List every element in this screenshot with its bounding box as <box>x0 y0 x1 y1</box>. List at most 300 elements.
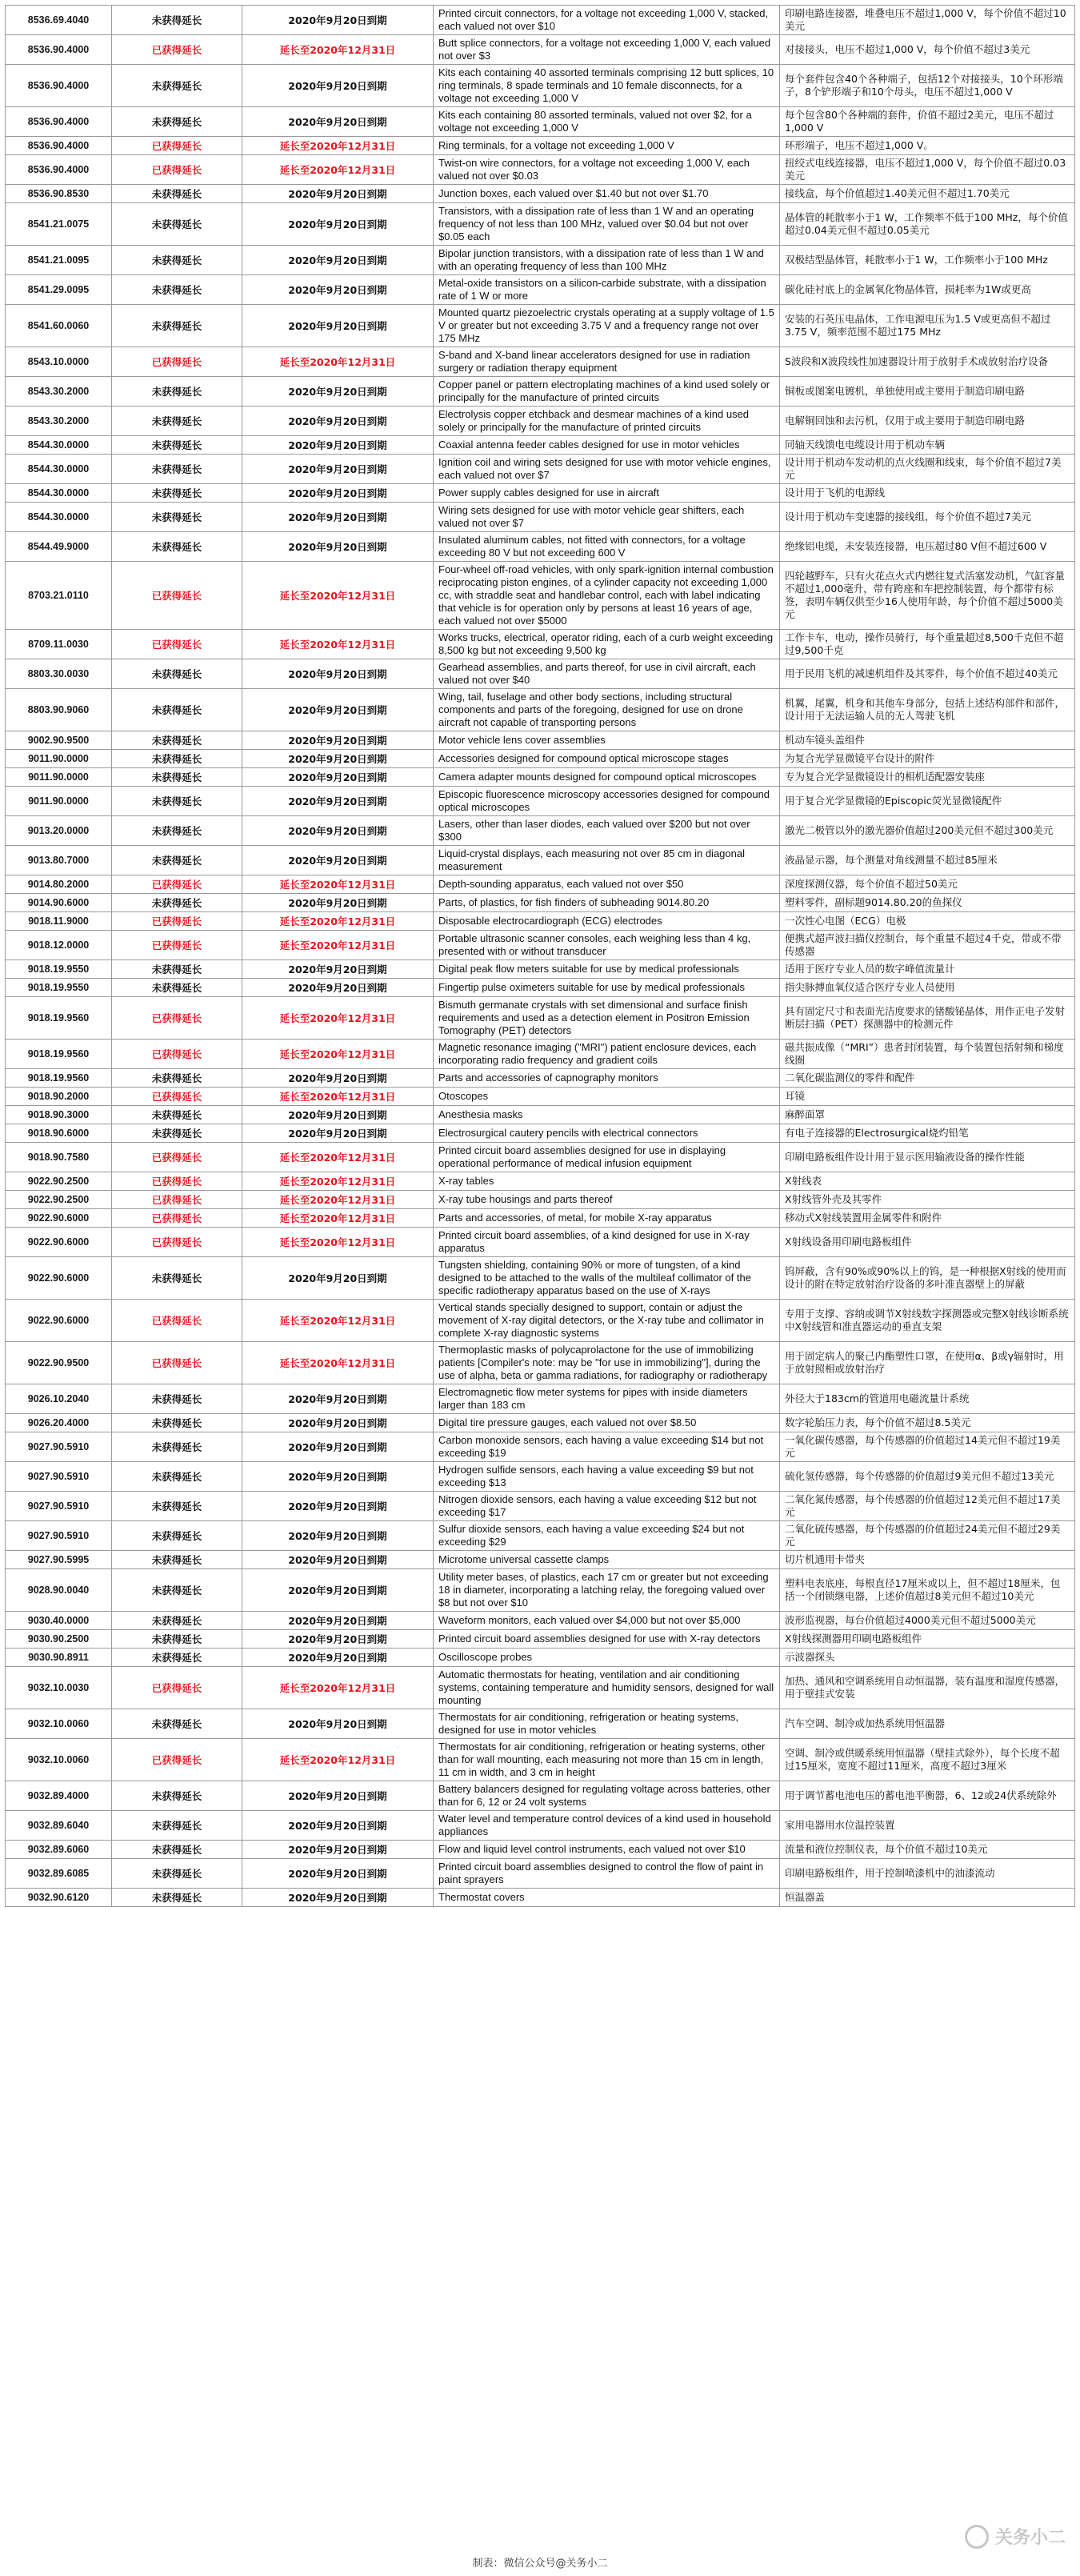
hts-code-cell: 9013.20.0000 <box>6 816 112 846</box>
english-description-cell: Hydrogen sulfide sensors, each having a value exceeding $9 but not exceeding $13 <box>434 1462 780 1492</box>
hts-code-cell: 9022.90.6000 <box>6 1228 112 1257</box>
expiry-date-cell: 2020年9月20日到期 <box>242 846 434 875</box>
extension-status-cell: 已获得延长 <box>112 347 242 377</box>
hts-code-cell: 9022.90.2500 <box>6 1191 112 1209</box>
extension-status-cell: 未获得延长 <box>112 484 242 503</box>
extension-status-cell: 未获得延长 <box>112 659 242 689</box>
table-row <box>6 484 1075 503</box>
english-description-cell: Water level and temperature control devices of a kind used in household appliances <box>434 1811 780 1841</box>
english-description-cell: Digital peak flow meters suitable for use by medical professionals <box>434 960 780 979</box>
chinese-description-cell: 每个包含80个各种端的套件，价值不超过2美元，电压不超过1,000 V <box>780 107 1075 137</box>
expiry-date-cell: 延长至2020年12月31日 <box>242 562 434 630</box>
expiry-date-cell: 2020年9月20日到期 <box>242 816 434 846</box>
english-description-cell: Bipolar junction transistors, with a dissipation rate of less than 1 W and with an operating frequency of less than 100 MHz <box>434 246 780 275</box>
chinese-description-cell: 用于复合光学显微镜的Episcopic荧光显微镜配件 <box>780 787 1075 816</box>
extension-status-cell: 未获得延长 <box>112 960 242 979</box>
english-description-cell: Motor vehicle lens cover assemblies <box>434 731 780 750</box>
extension-status-cell: 未获得延长 <box>112 305 242 347</box>
extension-status-cell: 未获得延长 <box>112 689 242 731</box>
english-description-cell: Carbon monoxide sensors, each having a value exceeding $14 but not exceeding $19 <box>434 1432 780 1462</box>
expiry-date-cell: 2020年9月20日到期 <box>242 436 434 455</box>
table-row <box>6 185 1075 203</box>
chinese-description-cell: 二氧化碳监测仪的零件和配件 <box>780 1069 1075 1088</box>
table-row <box>6 1124 1075 1143</box>
expiry-date-cell: 2020年9月20日到期 <box>242 1859 434 1889</box>
extension-status-cell: 未获得延长 <box>112 846 242 875</box>
extension-status-cell: 未获得延长 <box>112 1889 242 1907</box>
table-row <box>6 1551 1075 1569</box>
chinese-description-cell: X射线设备用印刷电路板组件 <box>780 1228 1075 1257</box>
chinese-description-cell: 铜板或图案电镀机，单独使用或主要用于制造印刷电路 <box>780 377 1075 407</box>
table-row <box>6 875 1075 894</box>
extension-status-cell: 已获得延长 <box>112 1739 242 1781</box>
chinese-description-cell: 电解铜回蚀和去污机，仅用于或主要用于制造印刷电路 <box>780 407 1075 436</box>
english-description-cell: Printed circuit board assemblies designed for use with X-ray detectors <box>434 1630 780 1649</box>
extension-status-cell: 已获得延长 <box>112 997 242 1040</box>
chinese-description-cell: 设计用于机动车变速器的接线组，每个价值不超过7美元 <box>780 503 1075 532</box>
chinese-description-cell: 用于调节蓄电池电压的蓄电池平衡器，6、12或24伏系统除外 <box>780 1781 1075 1811</box>
english-description-cell: Thermostats for air conditioning, refrigeration or heating systems, designed for use in motor vehicles <box>434 1709 780 1739</box>
table-row <box>6 275 1075 305</box>
extension-status-cell: 未获得延长 <box>112 275 242 305</box>
extension-status-cell: 已获得延长 <box>112 1342 242 1384</box>
english-description-cell: Printed circuit board assemblies, of a kind designed for use in X-ray apparatus <box>434 1228 780 1257</box>
table-row <box>6 1414 1075 1432</box>
table-row <box>6 203 1075 246</box>
table-row <box>6 1143 1075 1172</box>
hts-code-cell: 9013.80.7000 <box>6 846 112 875</box>
chinese-description-cell: 流量和液位控制仪表，每个价值不超过10美元 <box>780 1841 1075 1859</box>
extension-status-cell: 已获得延长 <box>112 1228 242 1257</box>
expiry-date-cell: 2020年9月20日到期 <box>242 1257 434 1300</box>
extension-status-cell: 未获得延长 <box>112 65 242 107</box>
table-row <box>6 532 1075 562</box>
extension-status-cell: 未获得延长 <box>112 1521 242 1551</box>
expiry-date-cell: 延长至2020年12月31日 <box>242 997 434 1040</box>
hts-code-cell: 9018.11.9000 <box>6 912 112 931</box>
english-description-cell: Thermostats for air conditioning, refrigeration or heating systems, other than for wall mounting, each measuring not more than 15 cm in length, 11 cm in width, and 3 cm in height <box>434 1739 780 1781</box>
chinese-description-cell: 深度探测仪器，每个价值不超过50美元 <box>780 875 1075 894</box>
chinese-description-cell: 用于固定病人的聚己内酯塑性口罩，在使用α、β或γ辐射时，用于放射照相或放射治疗 <box>780 1342 1075 1384</box>
expiry-date-cell: 延长至2020年12月31日 <box>242 35 434 65</box>
table-row <box>6 1739 1075 1781</box>
chinese-description-cell: 耳镜 <box>780 1088 1075 1106</box>
english-description-cell: Microtome universal cassette clamps <box>434 1551 780 1569</box>
extension-status-cell: 未获得延长 <box>112 894 242 912</box>
table-row <box>6 1257 1075 1300</box>
table-row <box>6 1889 1075 1907</box>
hts-code-cell: 9028.90.0040 <box>6 1569 112 1612</box>
extension-status-cell: 未获得延长 <box>112 1709 242 1739</box>
extension-status-cell: 未获得延长 <box>112 979 242 997</box>
extension-status-cell: 已获得延长 <box>112 630 242 659</box>
english-description-cell: Insulated aluminum cables, not fitted with connectors, for a voltage exceeding 80 V but not exceeding 600 V <box>434 532 780 562</box>
hts-code-cell: 9030.90.8911 <box>6 1649 112 1667</box>
hts-code-cell: 9027.90.5910 <box>6 1462 112 1492</box>
chinese-description-cell: 设计用于飞机的电源线 <box>780 484 1075 503</box>
hts-code-cell: 8541.29.0095 <box>6 275 112 305</box>
table-row <box>6 750 1075 768</box>
expiry-date-cell: 2020年9月20日到期 <box>242 689 434 731</box>
english-description-cell: Otoscopes <box>434 1088 780 1106</box>
chinese-description-cell: 塑料零件，副标题9014.80.20的鱼探仪 <box>780 894 1075 912</box>
chinese-description-cell: 二氧化硫传感器，每个传感器的价值超过24美元但不超过29美元 <box>780 1521 1075 1551</box>
hts-code-cell: 8541.21.0095 <box>6 246 112 275</box>
extension-status-cell: 未获得延长 <box>112 1612 242 1630</box>
extension-status-cell: 未获得延长 <box>112 1414 242 1432</box>
extension-status-cell: 已获得延长 <box>112 875 242 894</box>
english-description-cell: Depth-sounding apparatus, each valued not over $50 <box>434 875 780 894</box>
extension-status-cell: 已获得延长 <box>112 35 242 65</box>
table-row <box>6 1841 1075 1859</box>
expiry-date-cell: 2020年9月20日到期 <box>242 960 434 979</box>
extension-status-cell: 未获得延长 <box>112 1257 242 1300</box>
english-description-cell: Vertical stands specially designed to support, contain or adjust the movement of X-ray digital detectors, or the X-ray tube and collimator in complete X-ray diagnostic systems <box>434 1300 780 1342</box>
table-row <box>6 1300 1075 1342</box>
chinese-description-cell: 示波器探头 <box>780 1649 1075 1667</box>
expiry-date-cell: 2020年9月20日到期 <box>242 503 434 532</box>
extension-status-cell: 未获得延长 <box>112 1384 242 1414</box>
watermark <box>965 2524 1066 2549</box>
expiry-date-cell: 2020年9月20日到期 <box>242 185 434 203</box>
hts-code-cell: 9027.90.5910 <box>6 1521 112 1551</box>
expiry-date-cell: 2020年9月20日到期 <box>242 1521 434 1551</box>
hts-code-cell: 9032.90.6120 <box>6 1889 112 1907</box>
extension-status-cell: 已获得延长 <box>112 912 242 931</box>
expiry-date-cell: 延长至2020年12月31日 <box>242 347 434 377</box>
hts-code-cell: 9022.90.9500 <box>6 1342 112 1384</box>
table-body <box>6 6 1075 1907</box>
extension-status-cell: 未获得延长 <box>112 532 242 562</box>
chinese-description-cell: 有电子连接器的Electrosurgical烧灼铅笔 <box>780 1124 1075 1143</box>
expiry-date-cell: 2020年9月20日到期 <box>242 1841 434 1859</box>
extension-status-cell: 已获得延长 <box>112 155 242 185</box>
english-description-cell: Printed circuit board assemblies designed to control the flow of paint in paint sprayers <box>434 1859 780 1889</box>
expiry-date-cell: 延长至2020年12月31日 <box>242 1191 434 1209</box>
hts-code-cell: 8544.30.0000 <box>6 503 112 532</box>
expiry-date-cell: 延长至2020年12月31日 <box>242 1143 434 1172</box>
expiry-date-cell: 延长至2020年12月31日 <box>242 137 434 155</box>
chinese-description-cell: 双极结型晶体管，耗散率小于1 W，工作频率小于100 MHz <box>780 246 1075 275</box>
hts-code-cell: 9018.90.6000 <box>6 1124 112 1143</box>
table-row <box>6 731 1075 750</box>
table-row <box>6 35 1075 65</box>
expiry-date-cell: 2020年9月20日到期 <box>242 65 434 107</box>
chinese-description-cell: 液晶显示器，每个测量对角线测量不超过85厘米 <box>780 846 1075 875</box>
expiry-date-cell: 2020年9月20日到期 <box>242 1569 434 1612</box>
english-description-cell: X-ray tube housings and parts thereof <box>434 1191 780 1209</box>
chinese-description-cell: 硫化氢传感器，每个传感器的价值超过9美元但不超过13美元 <box>780 1462 1075 1492</box>
hts-code-cell: 8536.90.4000 <box>6 107 112 137</box>
table-row <box>6 912 1075 931</box>
extension-status-cell: 已获得延长 <box>112 1209 242 1228</box>
chinese-description-cell: 家用电器用水位温控装置 <box>780 1811 1075 1841</box>
hts-code-cell: 9014.80.2000 <box>6 875 112 894</box>
expiry-date-cell: 2020年9月20日到期 <box>242 731 434 750</box>
expiry-date-cell: 2020年9月20日到期 <box>242 1414 434 1432</box>
chinese-description-cell: 具有固定尺寸和表面光洁度要求的锗酸铋晶体，用作正电子发射断层扫描（PET）探测器中的检测元件 <box>780 997 1075 1040</box>
table-row <box>6 1384 1075 1414</box>
chinese-description-cell: 印刷电路板组件设计用于显示医用输液设备的操作性能 <box>780 1143 1075 1172</box>
table-row <box>6 997 1075 1040</box>
chinese-description-cell: 切片机通用卡带夹 <box>780 1551 1075 1569</box>
hts-code-cell: 9032.89.6040 <box>6 1811 112 1841</box>
table-row <box>6 931 1075 960</box>
extension-status-cell: 已获得延长 <box>112 562 242 630</box>
hts-code-cell: 8536.90.4000 <box>6 137 112 155</box>
expiry-date-cell: 2020年9月20日到期 <box>242 455 434 484</box>
hts-code-cell: 8544.30.0000 <box>6 436 112 455</box>
extension-status-cell: 已获得延长 <box>112 931 242 960</box>
table-row <box>6 689 1075 731</box>
chinese-description-cell: 数字轮胎压力表，每个价值不超过8.5美元 <box>780 1414 1075 1432</box>
english-description-cell: Waveform monitors, each valued over $4,000 but not over $5,000 <box>434 1612 780 1630</box>
table-row <box>6 979 1075 997</box>
table-row <box>6 436 1075 455</box>
chinese-description-cell: 适用于医疗专业人员的数字峰值流量计 <box>780 960 1075 979</box>
chinese-description-cell: S波段和X波段线性加速器设计用于放射手术或放射治疗设备 <box>780 347 1075 377</box>
table-row <box>6 630 1075 659</box>
hts-code-cell: 9026.20.4000 <box>6 1414 112 1432</box>
extension-status-cell: 未获得延长 <box>112 503 242 532</box>
chinese-description-cell: 扭绞式电线连接器，电压不超过1,000 V，每个价值不超过0.03美元 <box>780 155 1075 185</box>
expiry-date-cell: 2020年9月20日到期 <box>242 1462 434 1492</box>
extension-status-cell: 未获得延长 <box>112 1811 242 1841</box>
english-description-cell: Printed circuit connectors, for a voltage not exceeding 1,000 V, stacked, each valued not over $10 <box>434 6 780 35</box>
chinese-description-cell: 恒温器盖 <box>780 1889 1075 1907</box>
table-row <box>6 155 1075 185</box>
chinese-description-cell: 二氧化氮传感器，每个传感器的价值超过12美元但不超过17美元 <box>780 1492 1075 1521</box>
chinese-description-cell: 对接接头，电压不超过1,000 V，每个价值不超过3美元 <box>780 35 1075 65</box>
english-description-cell: Coaxial antenna feeder cables designed for use in motor vehicles <box>434 436 780 455</box>
expiry-date-cell: 延长至2020年12月31日 <box>242 1300 434 1342</box>
watermark-text: 关务小二 <box>994 2528 1066 2548</box>
expiry-date-cell: 2020年9月20日到期 <box>242 407 434 436</box>
english-description-cell: Wiring sets designed for use with motor vehicle gear shifters, each valued not over $7 <box>434 503 780 532</box>
extension-status-cell: 未获得延长 <box>112 1569 242 1612</box>
extension-status-cell: 未获得延长 <box>112 816 242 846</box>
chinese-description-cell: 钨屏蔽，含有90%或90%以上的钨，是一种根据X射线的使用而设计的附在特定放射治疗设备的多叶准直器壁上的屏蔽 <box>780 1257 1075 1300</box>
table-row <box>6 1492 1075 1521</box>
chinese-description-cell: 设计用于机动车发动机的点火线圈和线束，每个价值不超过7美元 <box>780 455 1075 484</box>
extension-status-cell: 未获得延长 <box>112 455 242 484</box>
extension-status-cell: 未获得延长 <box>112 1841 242 1859</box>
expiry-date-cell: 延长至2020年12月31日 <box>242 931 434 960</box>
extension-status-cell: 未获得延长 <box>112 1859 242 1889</box>
expiry-date-cell: 2020年9月20日到期 <box>242 1551 434 1569</box>
chinese-description-cell: X射线表 <box>780 1172 1075 1191</box>
expiry-date-cell: 延长至2020年12月31日 <box>242 630 434 659</box>
extension-status-cell: 未获得延长 <box>112 1106 242 1124</box>
table-row <box>6 407 1075 436</box>
english-description-cell: Kits each containing 80 assorted terminals, valued not over $2, for a voltage not exceeding 1,000 V <box>434 107 780 137</box>
table-row <box>6 1106 1075 1124</box>
chinese-description-cell: 波形监视器，每台价值超过4000美元但不超过5000美元 <box>780 1612 1075 1630</box>
table-row <box>6 65 1075 107</box>
chinese-description-cell: X射线管外壳及其零件 <box>780 1191 1075 1209</box>
expiry-date-cell: 2020年9月20日到期 <box>242 1630 434 1649</box>
extension-status-cell: 已获得延长 <box>112 1667 242 1709</box>
english-description-cell: Parts, of plastics, for fish finders of subheading 9014.80.20 <box>434 894 780 912</box>
chinese-description-cell: 汽车空调、制冷或加热系统用恒温器 <box>780 1709 1075 1739</box>
chinese-description-cell: 印刷电路板组件，用于控制喷漆机中的油漆流动 <box>780 1859 1075 1889</box>
expiry-date-cell: 2020年9月20日到期 <box>242 484 434 503</box>
hts-code-cell: 8803.30.0030 <box>6 659 112 689</box>
hts-code-cell: 8536.90.4000 <box>6 65 112 107</box>
chinese-description-cell: 空调、制冷或供暖系统用恒温器（壁挂式除外），每个长度不超过15厘米，宽度不超过11厘米，高度不超过3厘米 <box>780 1739 1075 1781</box>
table-row <box>6 960 1075 979</box>
table-row <box>6 1781 1075 1811</box>
hts-code-cell: 9027.90.5995 <box>6 1551 112 1569</box>
expiry-date-cell: 2020年9月20日到期 <box>242 787 434 816</box>
extension-status-cell: 未获得延长 <box>112 107 242 137</box>
table-row <box>6 1612 1075 1630</box>
extension-status-cell: 未获得延长 <box>112 1630 242 1649</box>
extension-status-cell: 未获得延长 <box>112 1551 242 1569</box>
chinese-description-cell: 麻醉面罩 <box>780 1106 1075 1124</box>
english-description-cell: Kits each containing 40 assorted terminals comprising 12 butt splices, 10 ring terminals, 8 spade terminals and 10 female disconnects, for a voltage not exceeding 1,000 V <box>434 65 780 107</box>
english-description-cell: Portable ultrasonic scanner consoles, each weighing less than 4 kg, presented with or without transducer <box>434 931 780 960</box>
table-row <box>6 562 1075 630</box>
hts-code-cell: 9032.10.0030 <box>6 1667 112 1709</box>
extension-status-cell: 未获得延长 <box>112 185 242 203</box>
table-row <box>6 1069 1075 1088</box>
table-row <box>6 137 1075 155</box>
extension-status-cell: 已获得延长 <box>112 1088 242 1106</box>
expiry-date-cell: 2020年9月20日到期 <box>242 246 434 275</box>
table-row <box>6 1088 1075 1106</box>
hts-code-cell: 9018.19.9560 <box>6 1069 112 1088</box>
expiry-date-cell: 2020年9月20日到期 <box>242 1649 434 1667</box>
hts-code-cell: 9032.10.0060 <box>6 1709 112 1739</box>
expiry-date-cell: 2020年9月20日到期 <box>242 1106 434 1124</box>
expiry-date-cell: 2020年9月20日到期 <box>242 1124 434 1143</box>
expiry-date-cell: 2020年9月20日到期 <box>242 979 434 997</box>
expiry-date-cell: 2020年9月20日到期 <box>242 532 434 562</box>
english-description-cell: S-band and X-band linear accelerators designed for use in radiation surgery or radiation therapy equipment <box>434 347 780 377</box>
extension-status-cell: 未获得延长 <box>112 1781 242 1811</box>
chinese-description-cell: 绝缘铝电缆，未安装连接器，电压超过80 V但不超过600 V <box>780 532 1075 562</box>
english-description-cell: Utility meter bases, of plastics, each 17 cm or greater but not exceeding 18 in diameter, incorporating a latching relay, the foregoing valued over $8 but not over $10 <box>434 1569 780 1612</box>
hts-code-cell: 9018.19.9550 <box>6 979 112 997</box>
english-description-cell: Electromagnetic flow meter systems for pipes with inside diameters larger than 183 cm <box>434 1384 780 1414</box>
hts-code-cell: 8536.69.4040 <box>6 6 112 35</box>
hts-code-cell: 8709.11.0030 <box>6 630 112 659</box>
english-description-cell: Four-wheel off-road vehicles, with only spark-ignition internal combustion reciprocating piston engines, of a cylinder capacity not exceeding 1,000 cc, with straddle seat and handlebar control, each with label indicating that vehicle is for operation only by persons at least 16 years of age, each valued not over $5000 <box>434 562 780 630</box>
hts-code-cell: 9002.90.9500 <box>6 731 112 750</box>
chinese-description-cell: 塑料电表底座，每根直径17厘米或以上，但不超过18厘米，包括一个闭锁继电器，上述价值超过8美元但不超过10美元 <box>780 1569 1075 1612</box>
table-row <box>6 1569 1075 1612</box>
hts-code-cell: 9027.90.5910 <box>6 1492 112 1521</box>
extension-status-cell: 未获得延长 <box>112 407 242 436</box>
table-row <box>6 246 1075 275</box>
english-description-cell: Ring terminals, for a voltage not exceeding 1,000 V <box>434 137 780 155</box>
table-row <box>6 894 1075 912</box>
footer-credit: 制表：微信公众号@关务小二 <box>472 2558 608 2570</box>
expiry-date-cell: 2020年9月20日到期 <box>242 1612 434 1630</box>
hts-code-cell: 8544.30.0000 <box>6 484 112 503</box>
english-description-cell: Episcopic fluorescence microscopy accessories designed for compound optical microscopes <box>434 787 780 816</box>
hts-code-cell: 9022.90.6000 <box>6 1257 112 1300</box>
extension-status-cell: 已获得延长 <box>112 1172 242 1191</box>
expiry-date-cell: 2020年9月20日到期 <box>242 107 434 137</box>
table-row <box>6 1191 1075 1209</box>
extension-status-cell: 未获得延长 <box>112 1124 242 1143</box>
expiry-date-cell: 2020年9月20日到期 <box>242 1781 434 1811</box>
chinese-description-cell: 移动式X射线装置用金属零件和附件 <box>780 1209 1075 1228</box>
english-description-cell: Ignition coil and wiring sets designed for use with motor vehicle engines, each valued not over $7 <box>434 455 780 484</box>
hts-code-cell: 8541.21.0075 <box>6 203 112 246</box>
english-description-cell: Wing, tail, fuselage and other body sections, including structural components and parts of the foregoing, designed for use on drone aircraft not capable of transporting persons <box>434 689 780 731</box>
english-description-cell: X-ray tables <box>434 1172 780 1191</box>
expiry-date-cell: 延长至2020年12月31日 <box>242 1342 434 1384</box>
hts-code-cell: 9032.89.6085 <box>6 1859 112 1889</box>
expiry-date-cell: 2020年9月20日到期 <box>242 768 434 787</box>
table-row <box>6 305 1075 347</box>
chinese-description-cell: 四轮越野车，只有火花点火式内燃往复式活塞发动机，气缸容量不超过1,000毫升，带有跨座和车把控制装置，每个都带有标签，表明车辆仅供至少16人使用年龄，每个价值不超过5000美元 <box>780 562 1075 630</box>
extension-status-cell: 未获得延长 <box>112 377 242 407</box>
table-row <box>6 659 1075 689</box>
chinese-description-cell: 印刷电路连接器，堆叠电压不超过1,000 V，每个价值不超过10美元 <box>780 6 1075 35</box>
extension-status-cell: 已获得延长 <box>112 1040 242 1069</box>
expiry-date-cell: 2020年9月20日到期 <box>242 1384 434 1414</box>
tariff-exclusion-table <box>5 5 1075 1907</box>
table-row <box>6 1228 1075 1257</box>
hts-code-cell: 9018.90.7580 <box>6 1143 112 1172</box>
english-description-cell: Tungsten shielding, containing 90% or more of tungsten, of a kind designed to be attached to the walls of the multileaf collimator of the specific radiotherapy apparatus based on the use of X-rays <box>434 1257 780 1300</box>
extension-status-cell: 已获得延长 <box>112 1191 242 1209</box>
extension-status-cell: 未获得延长 <box>112 1069 242 1088</box>
table-row <box>6 1172 1075 1191</box>
expiry-date-cell: 2020年9月20日到期 <box>242 1709 434 1739</box>
hts-code-cell: 9032.89.4000 <box>6 1781 112 1811</box>
hts-code-cell: 9018.19.9560 <box>6 1040 112 1069</box>
expiry-date-cell: 延长至2020年12月31日 <box>242 1172 434 1191</box>
english-description-cell: Electrosurgical cautery pencils with electrical connectors <box>434 1124 780 1143</box>
expiry-date-cell: 延长至2020年12月31日 <box>242 1739 434 1781</box>
chinese-description-cell: 安装的石英压电晶体，工作电源电压为1.5 V或更高但不超过3.75 V，频率范围不超过175 MHz <box>780 305 1075 347</box>
extension-status-cell: 已获得延长 <box>112 137 242 155</box>
english-description-cell: Nitrogen dioxide sensors, each having a value exceeding $12 but not exceeding $17 <box>434 1492 780 1521</box>
extension-status-cell: 未获得延长 <box>112 203 242 246</box>
hts-code-cell: 8536.90.4000 <box>6 155 112 185</box>
english-description-cell: Works trucks, electrical, operator riding, each of a curb weight exceeding 8,500 kg but not exceeding 9,500 kg <box>434 630 780 659</box>
chinese-description-cell: 用于民用飞机的减速机组件及其零件，每个价值不超过40美元 <box>780 659 1075 689</box>
english-description-cell: Lasers, other than laser diodes, each valued over $200 but not over $300 <box>434 816 780 846</box>
hts-code-cell: 9027.90.5910 <box>6 1432 112 1462</box>
english-description-cell: Parts and accessories, of metal, for mobile X-ray apparatus <box>434 1209 780 1228</box>
english-description-cell: Camera adapter mounts designed for compound optical microscopes <box>434 768 780 787</box>
english-description-cell: Sulfur dioxide sensors, each having a value exceeding $24 but not exceeding $29 <box>434 1521 780 1551</box>
english-description-cell: Fingertip pulse oximeters suitable for use by medical professionals <box>434 979 780 997</box>
table-row <box>6 1209 1075 1228</box>
hts-code-cell: 9011.90.0000 <box>6 768 112 787</box>
expiry-date-cell: 2020年9月20日到期 <box>242 659 434 689</box>
hts-code-cell: 8544.49.9000 <box>6 532 112 562</box>
chinese-description-cell: 每个套件包含40个各种端子，包括12个对接接头，10个环形端子，8个铲形端子和10个母头，电压不超过1,000 V <box>780 65 1075 107</box>
english-description-cell: Liquid-crystal displays, each measuring not over 85 cm in diagonal measurement <box>434 846 780 875</box>
chinese-description-cell: 机动车镜头盖组件 <box>780 731 1075 750</box>
table-row <box>6 6 1075 35</box>
hts-code-cell: 8544.30.0000 <box>6 455 112 484</box>
expiry-date-cell: 2020年9月20日到期 <box>242 1811 434 1841</box>
hts-code-cell: 8803.90.9060 <box>6 689 112 731</box>
hts-code-cell: 9026.10.2040 <box>6 1384 112 1414</box>
chinese-description-cell: 外径大于183cm的管道用电磁流量计系统 <box>780 1384 1075 1414</box>
hts-code-cell: 8543.10.0000 <box>6 347 112 377</box>
chinese-description-cell: 指尖脉搏血氧仪适合医疗专业人员使用 <box>780 979 1075 997</box>
expiry-date-cell: 2020年9月20日到期 <box>242 377 434 407</box>
